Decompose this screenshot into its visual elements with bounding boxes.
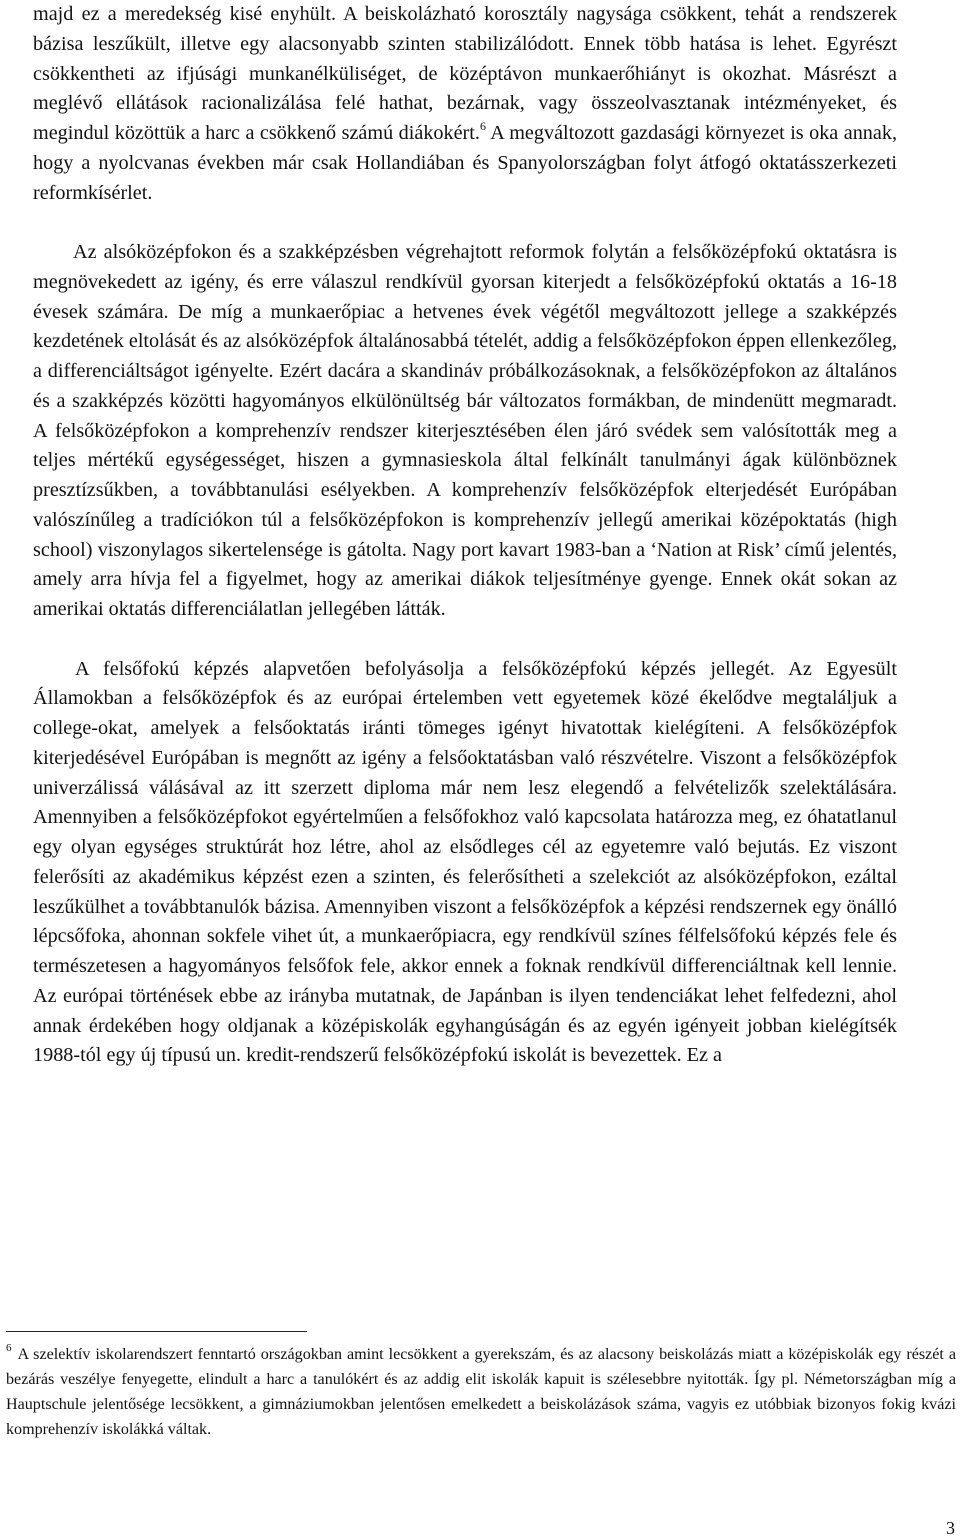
footnote: [6, 1342, 956, 1442]
paragraph-1-continuation: A megváltozott gazdasági környezet is oka annak, hogy a nyolcvanas években már csak Hollandiában és Spanyolországban folyt átfogó oktatásszerkezeti reformkísérlet.: [33, 122, 897, 204]
footnote-reference[interactable]: 6: [479, 119, 486, 134]
footnote-number: 6: [6, 1341, 12, 1354]
footnote-separator: [6, 1331, 307, 1332]
paragraph-3: A felsőfokú képzés alapvetően befolyásolja a felsőközépfokú képzés jellegét. Az Egyesült Államokban a felsőközépfok és az európai értelemben vett egyetemek közé ékelődve megtaláljuk a college-okat, amelyek a felsőoktatás iránti tömeges igényt hivatottak kielégíteni. A felsőközépfok kiterjedésével Európában is megnőtt az igény a felsőoktatásban való részvételre. Viszont a felsőközépfok univerzálissá válásával az itt szerzett diploma már nem lesz elegendő a felvételizők szelektálására. Amennyiben a felsőközépfokot egyértelműen a felsőfokhoz való kapcsolata határozza meg, ez óhatatlanul egy olyan egységes struktúrát hoz létre, ahol az elsődleges cél az egyetemre való bejutás. Ez viszont felerősíti az akadémikus képzést ezen a szinten, és felerősítheti a szelekciót az alsóközépfokon, ezáltal leszűkülhet a továbbtanulók bázisa. Amennyiben viszont a felsőközépfok a képzési rendszernek egy önálló lépcsőfoka, ahonnan sokfele vihet út, a munkaerőpiacra, egy rendkívül színes félfelsőfokú képzés fele és természetesen a hagyományos felsőfok fele, akkor ennek a foknak rendkívül differenciáltnak kell lennie. Az európai történések ebbe az irányba mutatnak, de Japánban is ilyen tendenciákat lehet felfedezni, ahol annak érdekében hogy oldjanak a középiskolák egyhangúságán és az egyén igényeit jobban kielégítsék 1988-tól egy új típusú un. kredit-rendszerű felsőközépfokú iskolát is bevezettek. Ez a: [33, 657, 897, 1067]
body-text: [33, 0, 897, 1071]
paragraph-1: [33, 0, 897, 208]
footnote-text: A szelektív iskolarendszert fenntartó országokban amint lecsökkent a gyerekszám, és az alacsony beiskolázás miatt a középiskolák egy részét a bezárás veszélye fenyegette, elindult a harc a tanulókért és az addig elit iskolák kapuit is szélesebbre nyitották. Így pl. Németországban míg a Hauptschule jelentősége lecsökkent, a gimnáziumokban jelentősen emelkedett a beiskolázások száma, vagyis ez utóbbiak bizonyos fokig kvázi komprehenzív iskolákká váltak.: [6, 1346, 956, 1438]
paragraph-1-text: majd ez a meredekség kisé enyhült. A beiskolázható korosztály nagysága csökkent, tehát a rendszerek bázisa leszűkült, illetve egy alacsonyabb szinten stabilizálódott. Ennek több hatása is lehet. Egyrészt csökkentheti az ifjúsági munkanélküliséget, de középtávon munkaerőhiányt is okozhat. Másrészt a meglévő ellátások racionalizálása felé hathat, bezárnak, vagy összeolvasztanak intézményeket, és megindul közöttük a harc a csökkenő számú diákokért.: [33, 3, 897, 144]
paragraph-2: Az alsóközépfokon és a szakképzésben végrehajtott reformok folytán a felsőközépfokú oktatásra is megnövekedett az igény, és erre válaszul rendkívül gyorsan kiterjedt a felsőközépfokú oktatás a 16-18 évesek számára. De míg a munkaerőpiac a hetvenes évek végétől megváltozott jellege a szakképzés kezdetének eltolását és az alsóközépfok általánosabbá tételét, addig a felsőközépfokon éppen ellenkezőleg, a differenciáltságot igényelte. Ezért dacára a skandináv próbálkozásoknak, a felsőközépfokon az általános és a szakképzés közötti hagyományos elkülönültség bár változatos formákban, de mindenütt megmaradt. A felsőközépfokon a komprehenzív rendszer kiterjesztésében élen járó svédek sem valósították meg a teljes mértékű egységességet, hiszen a gymnasieskola által felkínált tanulmányi ágak különböznek presztízsűkben, a továbbtanulási esélyekben. A komprehenzív felsőközépfok elterjedését Európában valószínűleg a tradíciókon túl a felsőközépfokon is komprehenzív jellegű amerikai középoktatás (high school) viszonylagos sikertelensége is gátolta. Nagy port kavart 1983-ban a ‘Nation at Risk’ című jelentés, amely arra hívja fel a figyelmet, hogy az amerikai diákok teljesítménye gyenge. Ennek okát sokan az amerikai oktatás differenciálatlan jellegében látták.: [33, 241, 897, 620]
page-number: 3: [946, 1518, 955, 1538]
